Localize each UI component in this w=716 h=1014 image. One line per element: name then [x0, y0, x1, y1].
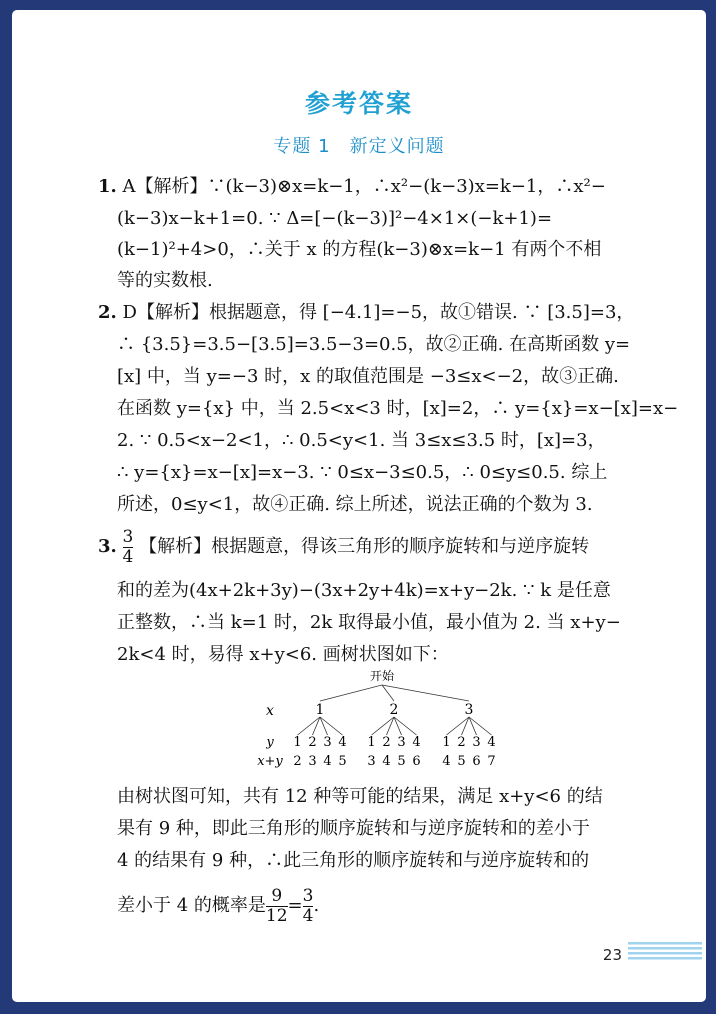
- q3-line-6: 果有 9 种，即此三角形的顺序旋转和与逆序旋转和的差小于: [117, 818, 590, 839]
- q1-text: A【解析】∵(k−3)⊗x=k−1，∴x²−(k−3)x=k−1，∴x²−: [116, 176, 606, 197]
- tree-sum-node: 2: [293, 754, 302, 769]
- q1-line-3: (k−1)²+4>0，∴关于 x 的方程(k−3)⊗x=k−1 有两个不相: [117, 239, 602, 260]
- q3-simplified-fraction: [303, 887, 314, 925]
- q2-line-3: [x] 中，当 y=−3 时，x 的取值范围是 −3≤x<−2，故③正确.: [117, 366, 619, 387]
- q3-line-5: 由树状图可知，共有 12 种等可能的结果，满足 x+y<6 的结: [117, 786, 603, 807]
- q3-line-3: 正整数，∴当 k=1 时，2k 取得最小值，最小值为 2. 当 x+y−: [117, 612, 621, 633]
- q3-answer-num: 3: [122, 527, 134, 547]
- q3-line-4: 2k<4 时，易得 x+y<6. 画树状图如下：: [117, 644, 449, 665]
- q2-line-4: 在函数 y={x} 中，当 2.5<x<3 时，[x]=2，∴ y={x}=x−[x]=x−: [117, 398, 679, 419]
- q2-number: 2.: [98, 302, 117, 323]
- q3-equals: =: [287, 895, 303, 916]
- q3-text: 【解析】根据题意，得该三角形的顺序旋转和与逆序旋转: [139, 536, 590, 558]
- q3-number: 3.: [98, 536, 117, 558]
- tree-y-node: 2: [457, 735, 466, 750]
- q2-text: D【解析】根据题意，得 [−4.1]=−5，故①错误. ∵ [3.5]=3，: [116, 302, 635, 323]
- tree-branch-line: [320, 685, 382, 701]
- tree-sum-node: 5: [338, 754, 347, 769]
- tree-diagram: [242, 666, 522, 776]
- q1-line-4: 等的实数根.: [117, 270, 213, 291]
- q3-period: .: [313, 895, 320, 916]
- tree-y-node: 4: [487, 735, 496, 750]
- q3-prob-den: 12: [265, 905, 288, 926]
- tree-sum-node: 6: [412, 754, 421, 769]
- tree-sum-node: 5: [457, 754, 466, 769]
- q3-line-7: 4 的结果有 9 种，∴此三角形的顺序旋转和与逆序旋转和的: [117, 850, 590, 871]
- section-subtitle: 专题 1 新定义问题: [273, 136, 445, 157]
- q3-line-8: [117, 884, 319, 928]
- q1-number: 1.: [98, 176, 117, 197]
- page-number: 23: [602, 946, 622, 964]
- q2-line-5: 2. ∵ 0.5<x−2<1，∴ 0.5<y<1. 当 3≤x≤3.5 时，[x]=3，: [117, 430, 606, 451]
- tree-y-node: 2: [382, 735, 391, 750]
- tree-root-label: 开始: [369, 669, 395, 683]
- tree-sum-node: 4: [323, 754, 332, 769]
- tree-row-label-x: x: [266, 703, 274, 719]
- page: [12, 10, 706, 1002]
- q3-answer-den: 4: [122, 546, 134, 567]
- q2-line-6: ∴ y={x}=x−[x]=x−3. ∵ 0≤x−3≤0.5，∴ 0≤y≤0.5. 综上: [117, 462, 608, 483]
- q3-answer-fraction: [123, 528, 134, 566]
- tree-y-node: 3: [472, 735, 481, 750]
- q1-line-1: [98, 176, 606, 198]
- tree-sum-node: 4: [442, 754, 451, 769]
- tree-y-node: 1: [442, 735, 451, 750]
- tree-x-node: 3: [464, 702, 474, 718]
- tree-y-node: 4: [338, 735, 347, 750]
- tree-sum-node: 7: [487, 754, 496, 769]
- q3-line-1: [98, 528, 589, 566]
- tree-branch-line: [382, 685, 394, 701]
- q3-line-2: 和的差为(4x+2k+3y)−(3x+2y+4k)=x+y−2k. ∵ k 是任意: [117, 580, 611, 601]
- q2-line-7: 所述，0≤y<1，故④正确. 综上所述，说法正确的个数为 3.: [117, 494, 593, 515]
- tree-branch-line: [382, 685, 469, 701]
- q2-line-2: ∴ {3.5}=3.5−[3.5]=3.5−3=0.5，故②正确. 在高斯函数 y=: [117, 334, 631, 355]
- tree-y-node: 3: [397, 735, 406, 750]
- tree-y-node: 1: [293, 735, 302, 750]
- q3-prob-num: 9: [271, 885, 283, 906]
- tree-sum-node: 6: [472, 754, 481, 769]
- q3-prob-prefix: 差小于 4 的概率是: [117, 895, 266, 916]
- tree-nodes: [293, 702, 495, 769]
- tree-sum-node: 5: [397, 754, 406, 769]
- tree-x-node: 1: [315, 702, 325, 718]
- tree-y-node: 3: [323, 735, 332, 750]
- q3-simp-num: 3: [302, 885, 314, 906]
- q3-simp-den: 4: [302, 905, 314, 926]
- tree-sum-node: 3: [367, 754, 376, 769]
- q1-line-2: (k−3)x−k+1=0. ∵ Δ=[−(k−3)]²−4×1×(−k+1)=: [117, 208, 553, 229]
- tree-x-node: 2: [389, 702, 399, 718]
- tree-y-node: 4: [412, 735, 421, 750]
- q3-prob-fraction: [266, 887, 288, 925]
- tree-row-label-y: y: [266, 735, 274, 750]
- footer-stripe-decoration: [628, 940, 702, 964]
- page-title: 参考答案: [304, 89, 413, 118]
- tree-sum-node: 4: [382, 754, 391, 769]
- q2-line-1: [98, 302, 634, 324]
- tree-sum-node: 3: [308, 754, 317, 769]
- tree-y-node: 2: [308, 735, 317, 750]
- tree-row-label-sum: x+y: [257, 754, 283, 769]
- tree-y-node: 1: [367, 735, 376, 750]
